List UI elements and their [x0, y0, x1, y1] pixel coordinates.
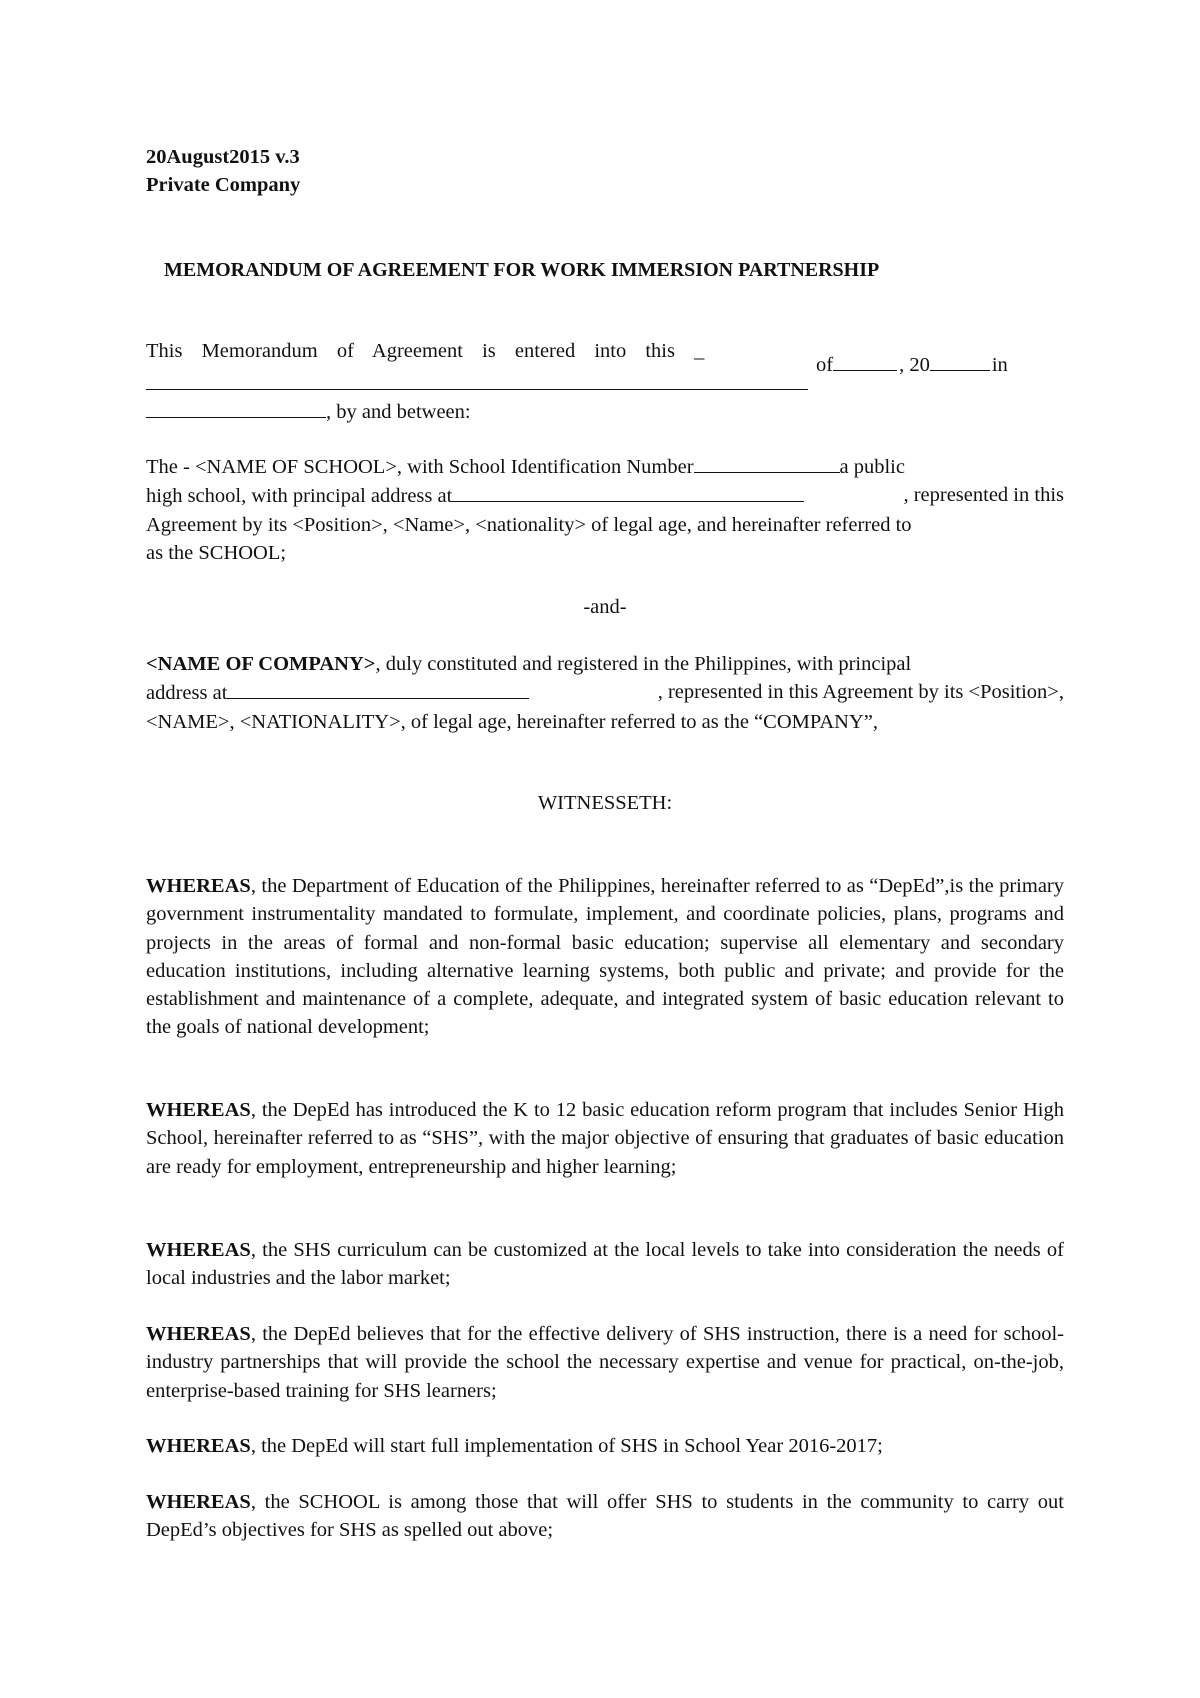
company-address-label: address at [146, 682, 228, 705]
company-address-blank[interactable] [227, 678, 529, 699]
whereas-clause [146, 1488, 1064, 1545]
whereas-lead: WHEREAS [146, 1435, 251, 1457]
school-prefix: The - <NAME OF SCHOOL>, with School Identification Number [146, 456, 694, 478]
month-blank[interactable] [833, 350, 897, 371]
whereas-lead: WHEREAS [146, 1239, 251, 1261]
intro-dash: _ [694, 340, 705, 362]
intro-date-fields [816, 350, 1008, 377]
company-name-placeholder: <NAME OF COMPANY> [146, 653, 376, 675]
intro-year-label: , 20 [899, 354, 930, 376]
school-address-label: high school, with principal address at [146, 485, 453, 508]
school-id-blank[interactable] [694, 452, 840, 473]
intro-of-label: of [816, 354, 834, 376]
place-blank[interactable] [146, 397, 326, 418]
school-after-id: a public [839, 456, 905, 478]
year-blank[interactable] [930, 350, 990, 371]
company-line-1-rest: , duly constituted and registered in the Philippines, with principal [375, 653, 912, 675]
whereas-clause [146, 872, 1064, 1042]
intro-in-label: in [991, 354, 1008, 376]
intro-line-3 [146, 397, 471, 424]
document-title: MEMORANDUM OF AGREEMENT FOR WORK IMMERSION PARTNERSHIP [164, 259, 880, 281]
school-party-paragraph [146, 452, 1064, 567]
whereas-text: , the DepEd has introduced the K to 12 basic education reform program that includes Senior High School, hereinafter referred to as “SHS”, with the major objective of ensuring that graduates of basic education are ready for employment, entrepreneurship and higher learning; [146, 1099, 1064, 1178]
whereas-lead: WHEREAS [146, 875, 251, 897]
company-represented: , represented in this Agreement by its <Position>, [657, 681, 1064, 704]
whereas-lead: WHEREAS [146, 1099, 251, 1121]
company-line-1 [146, 650, 1064, 678]
school-line-1 [146, 452, 1064, 481]
whereas-clause [146, 1096, 1064, 1181]
version-label: 20August2015 v.3 [146, 146, 300, 168]
and-separator: -and- [583, 596, 627, 618]
document-variant: Private Company [146, 174, 301, 196]
school-line-4: as the SCHOOL; [146, 541, 287, 564]
company-line-2 [146, 678, 1064, 707]
place-blank-line[interactable] [146, 389, 808, 390]
whereas-text: , the SCHOOL is among those that will offer SHS to students in the community to carry out DepEd’s objectives for SHS as spelled out above; [146, 1491, 1064, 1542]
whereas-lead: WHEREAS [146, 1323, 251, 1345]
whereas-lead: WHEREAS [146, 1491, 251, 1513]
whereas-text: , the SHS curriculum can be customized at the local levels to take into consideration the needs of local industries and the labor market; [146, 1239, 1064, 1290]
school-address-blank[interactable] [452, 481, 804, 502]
whereas-text: , the DepEd will start full implementation of SHS in School Year 2016-2017; [250, 1435, 883, 1457]
school-line-3: Agreement by its <Position>, <Name>, <nationality> of legal age, and hereinafter referred to [146, 513, 912, 536]
whereas-clause [146, 1432, 1064, 1460]
school-line-2 [146, 481, 1064, 510]
whereas-clause [146, 1236, 1064, 1293]
by-and-between: , by and between: [326, 401, 471, 423]
whereas-text: , the DepEd believes that for the effective delivery of SHS instruction, there is a need for school-industry partnerships that will provide the school the necessary expertise and venue for practical, on-the-job, enterprise-based training for SHS learners; [146, 1323, 1064, 1402]
whereas-clause [146, 1320, 1064, 1405]
whereas-text: , the Department of Education of the Philippines, hereinafter referred to as “DepEd”,is the primary government instrumentality mandated to formulate, implement, and coordinate policies, plans, programs and projects in the areas of formal and non-formal basic education; supervise all elementary and secondary education institutions, including alternative learning systems, both public and private; and provide for the establishment and maintenance of a complete, adequate, and integrated system of basic education relevant to the goals of national development; [146, 875, 1064, 1039]
intro-line-1 [146, 340, 758, 363]
intro-text: This Memorandum of Agreement is entered into this [146, 340, 675, 362]
company-party-paragraph [146, 650, 1064, 736]
company-line-3: <NAME>, <NATIONALITY>, of legal age, hereinafter referred to as the “COMPANY”, [146, 710, 879, 733]
witnesseth-heading: WITNESSETH: [537, 792, 673, 814]
school-represented: , represented in this [903, 484, 1064, 507]
